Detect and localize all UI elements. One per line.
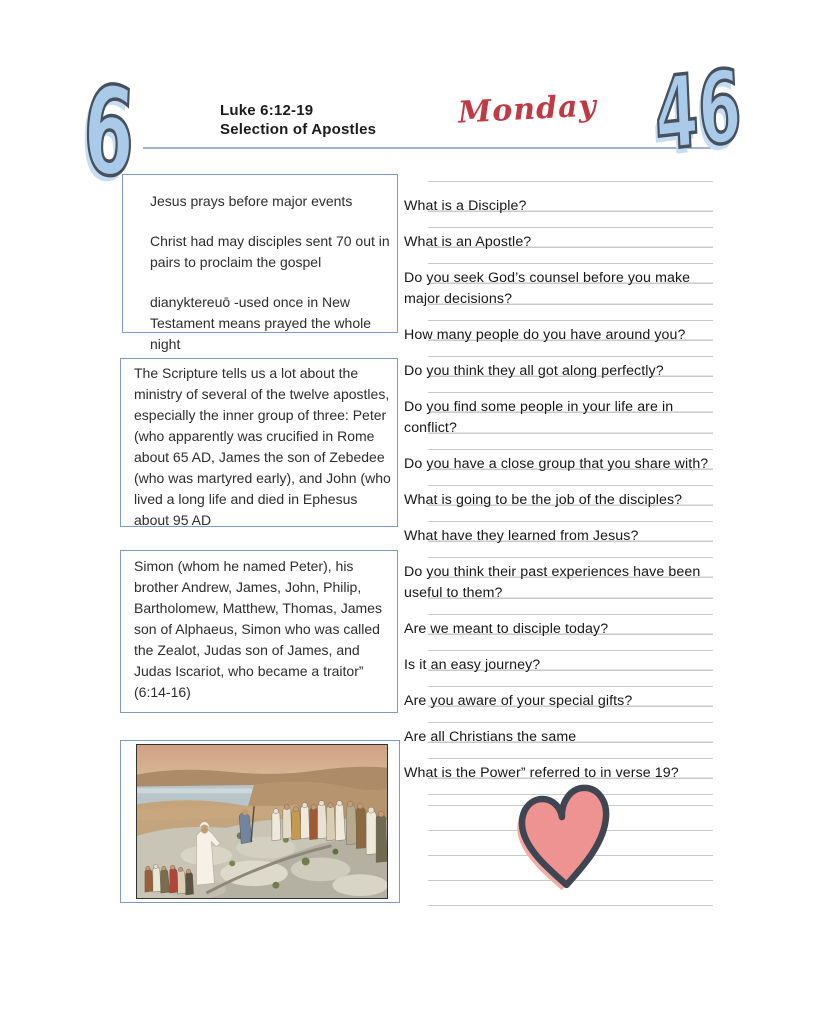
passage-reference: Luke 6:12-19 (220, 102, 314, 119)
note-paragraph: Jesus prays before major events (150, 193, 353, 209)
question-item: What have they learned from Jesus? (404, 526, 718, 547)
page-number-right: 46 (652, 47, 744, 174)
note-paragraph: The Scripture tells us a lot about the ministry of several of the twelve apostles, especially the inner group of three: Peter (who apparently was crucified in Rome about 65 AD, James the son of Zebedee (who was martyred early), and John (who lived a long life and died in Ephesus about 95 AD (134, 365, 391, 528)
question-item: Do you think they all got along perfectly? (404, 361, 718, 382)
note-box-apostles-ministry[interactable] (120, 358, 398, 527)
question-item: Do you think their past experiences have been useful to them? (404, 562, 718, 604)
lesson-title: Selection of Apostles (220, 121, 377, 138)
illustration-frame (120, 740, 400, 903)
question-list (404, 181, 718, 784)
question-item: What is an Apostle? (404, 232, 718, 253)
note-box-apostle-list[interactable] (120, 550, 398, 713)
note-paragraph: Christ had may disciples sent 70 out in pairs to proclaim the gospel (150, 233, 390, 270)
header-title-block (220, 101, 376, 139)
page-number-left: 6 (80, 58, 138, 206)
question-item: Do you seek God’s counsel before you make major decisions? (404, 268, 718, 310)
heart-icon (512, 779, 616, 897)
question-item: What is the Power” referred to in verse 19? (404, 763, 718, 784)
question-item: Do you find some people in your life are in conflict? (404, 397, 718, 439)
painting-jesus-choosing-apostles (136, 744, 388, 899)
day-label: Monday (457, 88, 598, 131)
question-item: Are all Christians the same (404, 727, 718, 748)
note-paragraph: dianyktereuō -used once in New Testament means prayed the whole night (150, 294, 372, 352)
note-box-prayer[interactable] (122, 174, 398, 352)
header-divider-line (143, 147, 711, 149)
question-item: Are you aware of your special gifts? (404, 691, 718, 712)
question-item: Is it an easy journey? (404, 655, 718, 676)
question-item: What is going to be the job of the disciples? (404, 490, 718, 511)
note-paragraph: Simon (whom he named Peter), his brother Andrew, James, John, Philip, Bartholomew, Matthew, Thomas, James son of Alphaeus, Simon who was called the Zealot, Judas son of James, and Judas Iscariot, who became a traitor” (6:14-16) (134, 558, 382, 700)
question-item: Do you have a close group that you share with? (404, 454, 718, 475)
answer-lines-area[interactable] (404, 181, 718, 907)
question-item: Are we meant to disciple today? (404, 619, 718, 640)
question-item: What is a Disciple? (404, 196, 718, 217)
question-item: How many people do you have around you? (404, 325, 718, 346)
